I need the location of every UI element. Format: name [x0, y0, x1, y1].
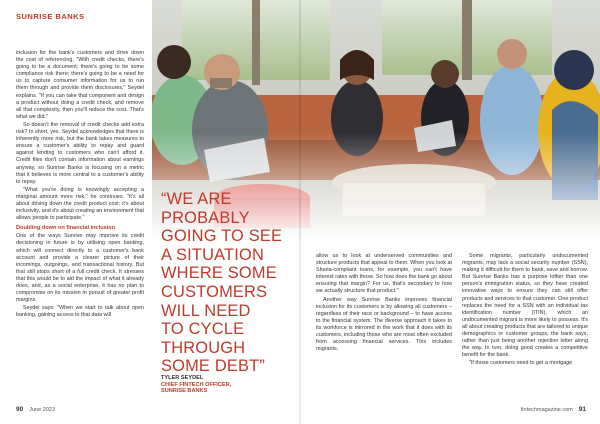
- section-label: SUNRISE BANKS: [16, 12, 85, 21]
- attribution-title: CHIEF FINTECH OFFICER,: [161, 381, 232, 388]
- quote-attribution: [161, 375, 231, 395]
- pull-quote-line: WHERE SOME: [161, 264, 277, 283]
- pull-quote-line: “WE ARE: [161, 190, 232, 208]
- paragraph: "If those customers need to get a mortgage: [469, 360, 573, 367]
- article-column-right: [462, 253, 588, 369]
- page-number-left: 90: [16, 406, 24, 413]
- paragraph: Some migrants, particularly undocumented migrants, may lack a social security number (SSN), making it difficult for them to bank, save and borrow. But Sunrise Banks has a purpose loftier than one person's immigration status, so they have created innovative ways to ensure they can still offer products and services to that customer. One product replaces the need for a SSN with an individual tax identification number (ITIN), which an undocumented migrant is more likely to possess. It's all about creating products that are tailored to unique demographics or customer groups, the bank says, rather than just being another rejection letter along the way. In turn, doing good creates a competitive benefit for the bank.: [462, 253, 588, 359]
- paragraph: allow us to look at underserved communities and structure products that appeal to them. When you look at Sharia-compliant loans, for example, you can't have interest rates with those. So how does the bank go about ensuring that margin? For us, that's secondary to how we actually structure that product.": [316, 253, 452, 295]
- pull-quote-line: SOME DEBT”: [161, 357, 265, 376]
- folio-right: [521, 406, 586, 413]
- site-url: fintechmagazine.com: [520, 407, 573, 413]
- paragraph: "What you're doing is knowingly accepting a marginal amount more risk," he continues. "It's all about driving down the credit product cost; it's about inclusivity, and it's about creating an environment that allows people to participate.": [16, 186, 144, 222]
- paragraph: inclusion for the bank's customers and drive down the cost of referencing. "With credit checks, there's going to be a document; there's going to be some compliance risk there; there's going to be a need for us to capture consumer information for us to run them through and provide them disclosures," Seydel explains. "If you can take that component and design a product without doing a credit check, and remove all that complexity, then you'll reduce the cost. That's what we did.": [16, 50, 144, 120]
- paragraph: So doesn't the removal of credit checks add extra risk? In short, yes. Seydel acknowledges that there is inherently more risk, but the bank takes measures to ensure a customer's ability to repay and guard against lending to customers who can't afford it. Credit files don't contain information about earnings anyway, so Sunrise Banks is focusing on a metric that it believes is more central to a customer's ability to repay.: [16, 121, 144, 185]
- article-column-left: [16, 50, 144, 320]
- paragraph: Another way Sunrise Banks improves financial inclusion for its customers is by allowing all customers – regardless of their race or background – to have access to the financial system. The diverse approach it takes to its workforce is mirrored in the work that it does with its customers, including those who are most often excluded from accessing financial services. This includes migrants.: [316, 296, 452, 353]
- pull-quote-line: GOING TO SEE: [161, 227, 283, 246]
- issue-date: June 2023: [29, 407, 55, 413]
- pull-quote-line: CUSTOMERS: [161, 282, 268, 301]
- page-number-right: 91: [578, 406, 586, 413]
- pull-quote: [161, 190, 311, 376]
- pull-quote-line: PROBABLY: [161, 208, 250, 227]
- subheading: Doubling down on financial inclusion: [16, 225, 116, 232]
- attribution-company: SUNRISE BANKS: [161, 388, 208, 395]
- pull-quote-line: TO CYCLE: [161, 320, 245, 339]
- attribution-name: TYLER SEYDEL: [161, 375, 204, 381]
- folio-left: [16, 406, 55, 413]
- pull-quote-line: WILL NEED: [161, 301, 251, 320]
- paragraph: One of the ways Sunrise may improve its credit decisioning in future is by utilising open banking, which will connect directly to a customer's bank account and provide a clearer picture of their incomings, outgoings, and transactional history. But that still stops short of a full credit check. It stresses that this would be to aid the impact of what it already does, and, as a social enterprise, it has no plan to compromise on its mission in pursuit of greater profit margins.: [16, 233, 144, 304]
- article-column-middle: [316, 253, 452, 354]
- pull-quote-line: THROUGH: [161, 338, 246, 357]
- paragraph: Seydel says: "When we start to talk about open banking, gaining access to that data will: [16, 305, 144, 319]
- page-gutter: [299, 0, 301, 424]
- pull-quote-line: A SITUATION: [161, 245, 264, 264]
